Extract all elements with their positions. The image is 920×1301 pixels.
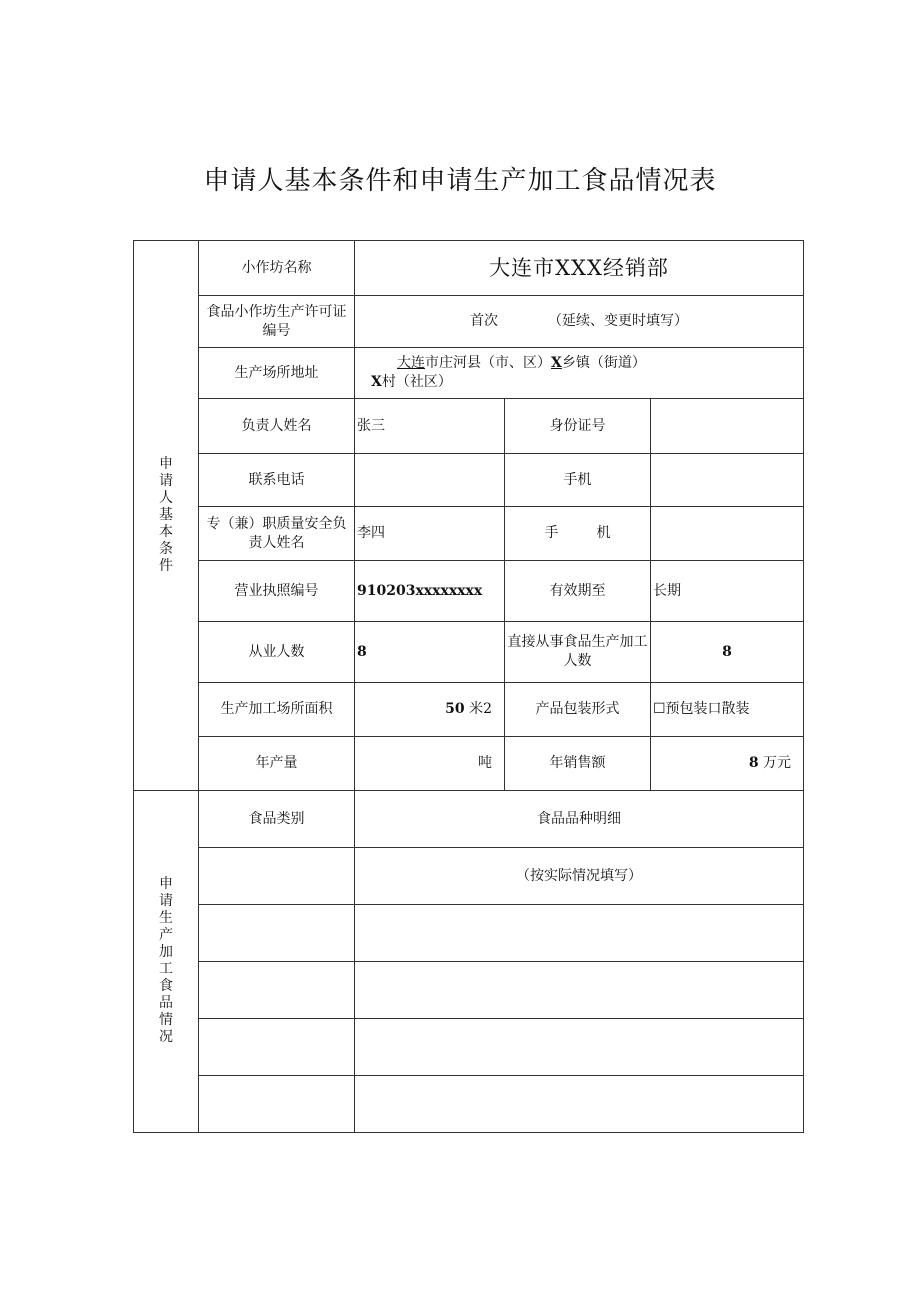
phone-value[interactable] [355,454,505,507]
address-village-suffix: 村（社区） [381,374,452,390]
food-category-cell[interactable] [199,848,355,905]
food-row [134,1019,804,1076]
food-row [134,905,804,962]
row-manager [134,399,804,454]
staff-label: 从业人数 [199,622,355,683]
license-note: （延续、变更时填写） [548,313,689,329]
food-table-header [134,791,804,848]
direct-staff-value[interactable]: 8 [651,622,804,683]
workshop-name-value[interactable]: 大连市XXX经销部 [355,241,804,296]
qa-mobile-label: 手 机 [505,507,651,561]
workshop-name-label: 小作坊名称 [199,241,355,296]
address-village: X [371,374,382,390]
address-city: 大连 [397,355,425,371]
mobile-label: 手机 [505,454,651,507]
id-value[interactable] [651,399,804,454]
food-row [134,1076,804,1133]
food-category-cell[interactable] [199,905,355,962]
area-unit: 米2 [469,701,492,717]
license-label: 食品小作坊生产许可证编号 [199,296,355,348]
license-no-label: 营业执照编号 [199,561,355,622]
staff-value[interactable]: 8 [355,622,505,683]
row-qa-manager [134,507,804,561]
food-detail-cell[interactable]: （按实际情况填写） [355,848,804,905]
annual-sales-unit: 万元 [763,755,792,771]
application-form-table [133,240,804,1133]
annual-sales-label: 年销售额 [505,737,651,791]
area-value: 50 [445,701,465,717]
food-row [134,848,804,905]
address-mid: 市庄河县（市、区） [425,355,551,371]
food-detail-cell[interactable] [355,962,804,1019]
food-detail-cell[interactable] [355,1019,804,1076]
annual-sales-value: 8 [748,755,759,771]
id-label: 身份证号 [505,399,651,454]
food-category-cell[interactable] [199,1076,355,1133]
food-detail-cell[interactable] [355,1076,804,1133]
food-detail-header: 食品品种明细 [355,791,804,848]
package-value[interactable]: ☐预包装口散装 [651,683,804,737]
food-category-cell[interactable] [199,1019,355,1076]
license-value: 首次 [470,313,499,329]
direct-staff-label: 直接从事食品生产加工人数 [505,622,651,683]
row-business-license [134,561,804,622]
section-applicant-conditions: 申请人基本条件 [134,241,199,791]
food-category-header: 食品类别 [199,791,355,848]
area-label: 生产加工场所面积 [199,683,355,737]
qa-value[interactable]: 李四 [355,507,505,561]
package-label: 产品包装形式 [505,683,651,737]
food-detail-cell[interactable] [355,905,804,962]
section-food-production: 申请生产加工食品情况 [134,791,199,1133]
manager-label: 负责人姓名 [199,399,355,454]
address-label: 生产场所地址 [199,348,355,399]
annual-sales-value-cell[interactable] [651,737,804,791]
row-license [134,296,804,348]
address-town: X [551,355,562,371]
qa-mobile-value[interactable] [651,507,804,561]
food-row [134,962,804,1019]
license-no-value[interactable]: 910203xxxxxxxx [355,561,505,622]
annual-output-label: 年产量 [199,737,355,791]
phone-label: 联系电话 [199,454,355,507]
row-workshop-name [134,241,804,296]
license-value-cell[interactable] [355,296,804,348]
row-staff [134,622,804,683]
mobile-value[interactable] [651,454,804,507]
row-area [134,683,804,737]
valid-value[interactable]: 长期 [651,561,804,622]
valid-label: 有效期至 [505,561,651,622]
annual-output-unit: 吨 [478,755,492,771]
area-value-cell[interactable] [355,683,505,737]
address-value[interactable] [355,348,804,399]
food-category-cell[interactable] [199,962,355,1019]
annual-output-value[interactable] [355,737,505,791]
manager-value[interactable]: 张三 [355,399,505,454]
row-address [134,348,804,399]
address-town-suffix: 乡镇（街道） [561,355,646,371]
qa-label: 专（兼）职质量安全负责人姓名 [199,507,355,561]
page-title: 申请人基本条件和申请生产加工食品情况表 [203,166,717,196]
row-phone [134,454,804,507]
row-annual [134,737,804,791]
